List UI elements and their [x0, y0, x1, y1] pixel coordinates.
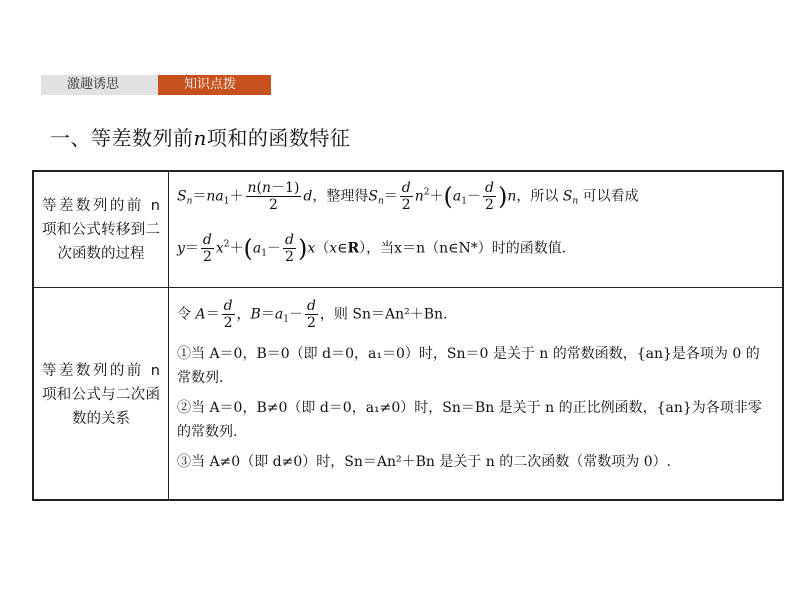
section-tabs: [41, 75, 271, 95]
row2-item2: ②当 A＝0，B≠0（即 d＝0，a₁≠0）时，Sn＝Bn 是关于 n 的正比例函数，{an}为各项非零的常数列.: [177, 400, 762, 440]
row2-label-cell: [34, 288, 168, 501]
column-divider: [168, 172, 169, 499]
row1-label: 等差数列的前 n 项和公式转移到二次函数的过程: [42, 197, 160, 262]
row2-item1: ①当 A＝0，B＝0（即 d＝0，a₁＝0）时，Sn＝0 是关于 n 的常数函数，{an}是各项为 0 的常数列.: [177, 346, 760, 386]
row1-text-mid: ，整理得: [312, 188, 369, 205]
row2-label: 等差数列的前 n 项和公式与二次函数的关系: [42, 362, 160, 427]
row2-line1-end: ，则 Sn＝An²＋Bn.: [319, 306, 448, 323]
heading-var: n: [193, 126, 207, 150]
row2-definition-line: 令 A＝ $\frac{d}{2}$ ，$B=a_1-$ $\frac{d}{2}$ ，则 Sn＝An²＋Bn.: [177, 298, 448, 331]
row2-line1-prefix: 令: [177, 306, 191, 323]
row1-text-end2: 可以看成: [582, 188, 639, 205]
tab-intro[interactable]: 激趣诱思: [41, 75, 158, 95]
fraction: $\frac{d}{2}$: [202, 232, 212, 265]
fraction: $\frac{d}{2}$: [484, 180, 494, 213]
fraction: $\frac{n(n-1)}{2}$: [247, 180, 300, 213]
heading-prefix: 一、等差数列前: [50, 126, 194, 150]
fraction: $\frac{d}{2}$: [285, 232, 294, 265]
row1-formula-line2: y＝ $\frac{d}{2}$ $x^2+(a_1-$ $\frac{d}{2}$ )x（x∈R），当x＝n（n∈N*）时的函数值.: [177, 232, 567, 265]
row2-line1-mid: ，: [236, 306, 251, 323]
row2-item3: ③当 A≠0（即 d≠0）时，Sn＝An²＋Bn 是关于 n 的二次函数（常数项为 0）.: [177, 454, 672, 470]
fraction: $\frac{d}{2}$: [401, 180, 411, 213]
row1-line2-end: ，当x＝n（n∈N*）时的函数值.: [366, 240, 567, 257]
section-heading: [50, 122, 350, 151]
row1-text-end1: ，所以: [516, 188, 559, 205]
row1-label-cell: [34, 172, 168, 287]
tab-knowledge[interactable]: 知识点拨: [158, 75, 271, 95]
row1-formula-line1: $S_n=na_1+$ $\frac{n(n-1)}{2}$ d，整理得$S_n=$ $\frac{d}{2}$ $n^2+(a_1-$ $\frac{d}{2}$ )n，所以 $S_n$ 可以看成: [177, 180, 639, 213]
summary-table: [32, 170, 784, 501]
fraction: $\frac{d}{2}$: [223, 298, 233, 331]
heading-suffix: 项和的函数特征: [206, 126, 351, 150]
fraction: $\frac{d}{2}$: [306, 298, 316, 331]
